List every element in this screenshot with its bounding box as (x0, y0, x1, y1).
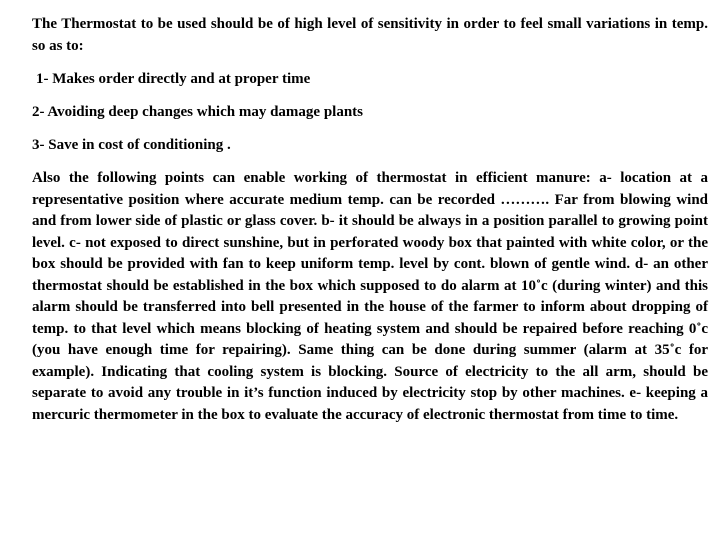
list-item: 1- Makes order directly and at proper time (36, 71, 311, 87)
intro-paragraph: The Thermostat to be used should be of high level of sensitivity in order to feel small variations in temp. so as to: (32, 16, 708, 54)
list-item: 3- Save in cost of conditioning . (32, 137, 231, 153)
body-paragraph: Also the following points can enable working of thermostat in efficient manure: a- location at a representative position where accurate medium temp. can be recorded ………. Far from blowing wind and from lower side of plastic or glass cover. b- it should be always in a position parallel to growing point level. c- not exposed to direct sunshine, but in perforated woody box that painted with white color, or the box should be provided with fan to keep uniform temp. level by cont. blown of gentle wind. d- an other thermostat should be established in the box which supposed to do alarm at 10˚c (during winter) and this alarm should be transferred into bell presented in the house of the farmer to inform about dropping of temp. to that level which means blocking of heating system and should be repaired before reaching 0˚c (you have enough time for repairing). Same thing can be done during summer (alarm at 35˚c for example). Indicating that cooling system is blocking. Source of electricity to the all arm, should be separate to avoid any trouble in it’s function induced by electricity stop by other machines. e- keeping a mercuric thermometer in the box to evaluate the accuracy of electronic thermostat from time to time. (32, 170, 708, 423)
document-page (32, 14, 708, 426)
list-item: 2- Avoiding deep changes which may damage plants (32, 104, 364, 120)
purpose-list (32, 69, 708, 168)
